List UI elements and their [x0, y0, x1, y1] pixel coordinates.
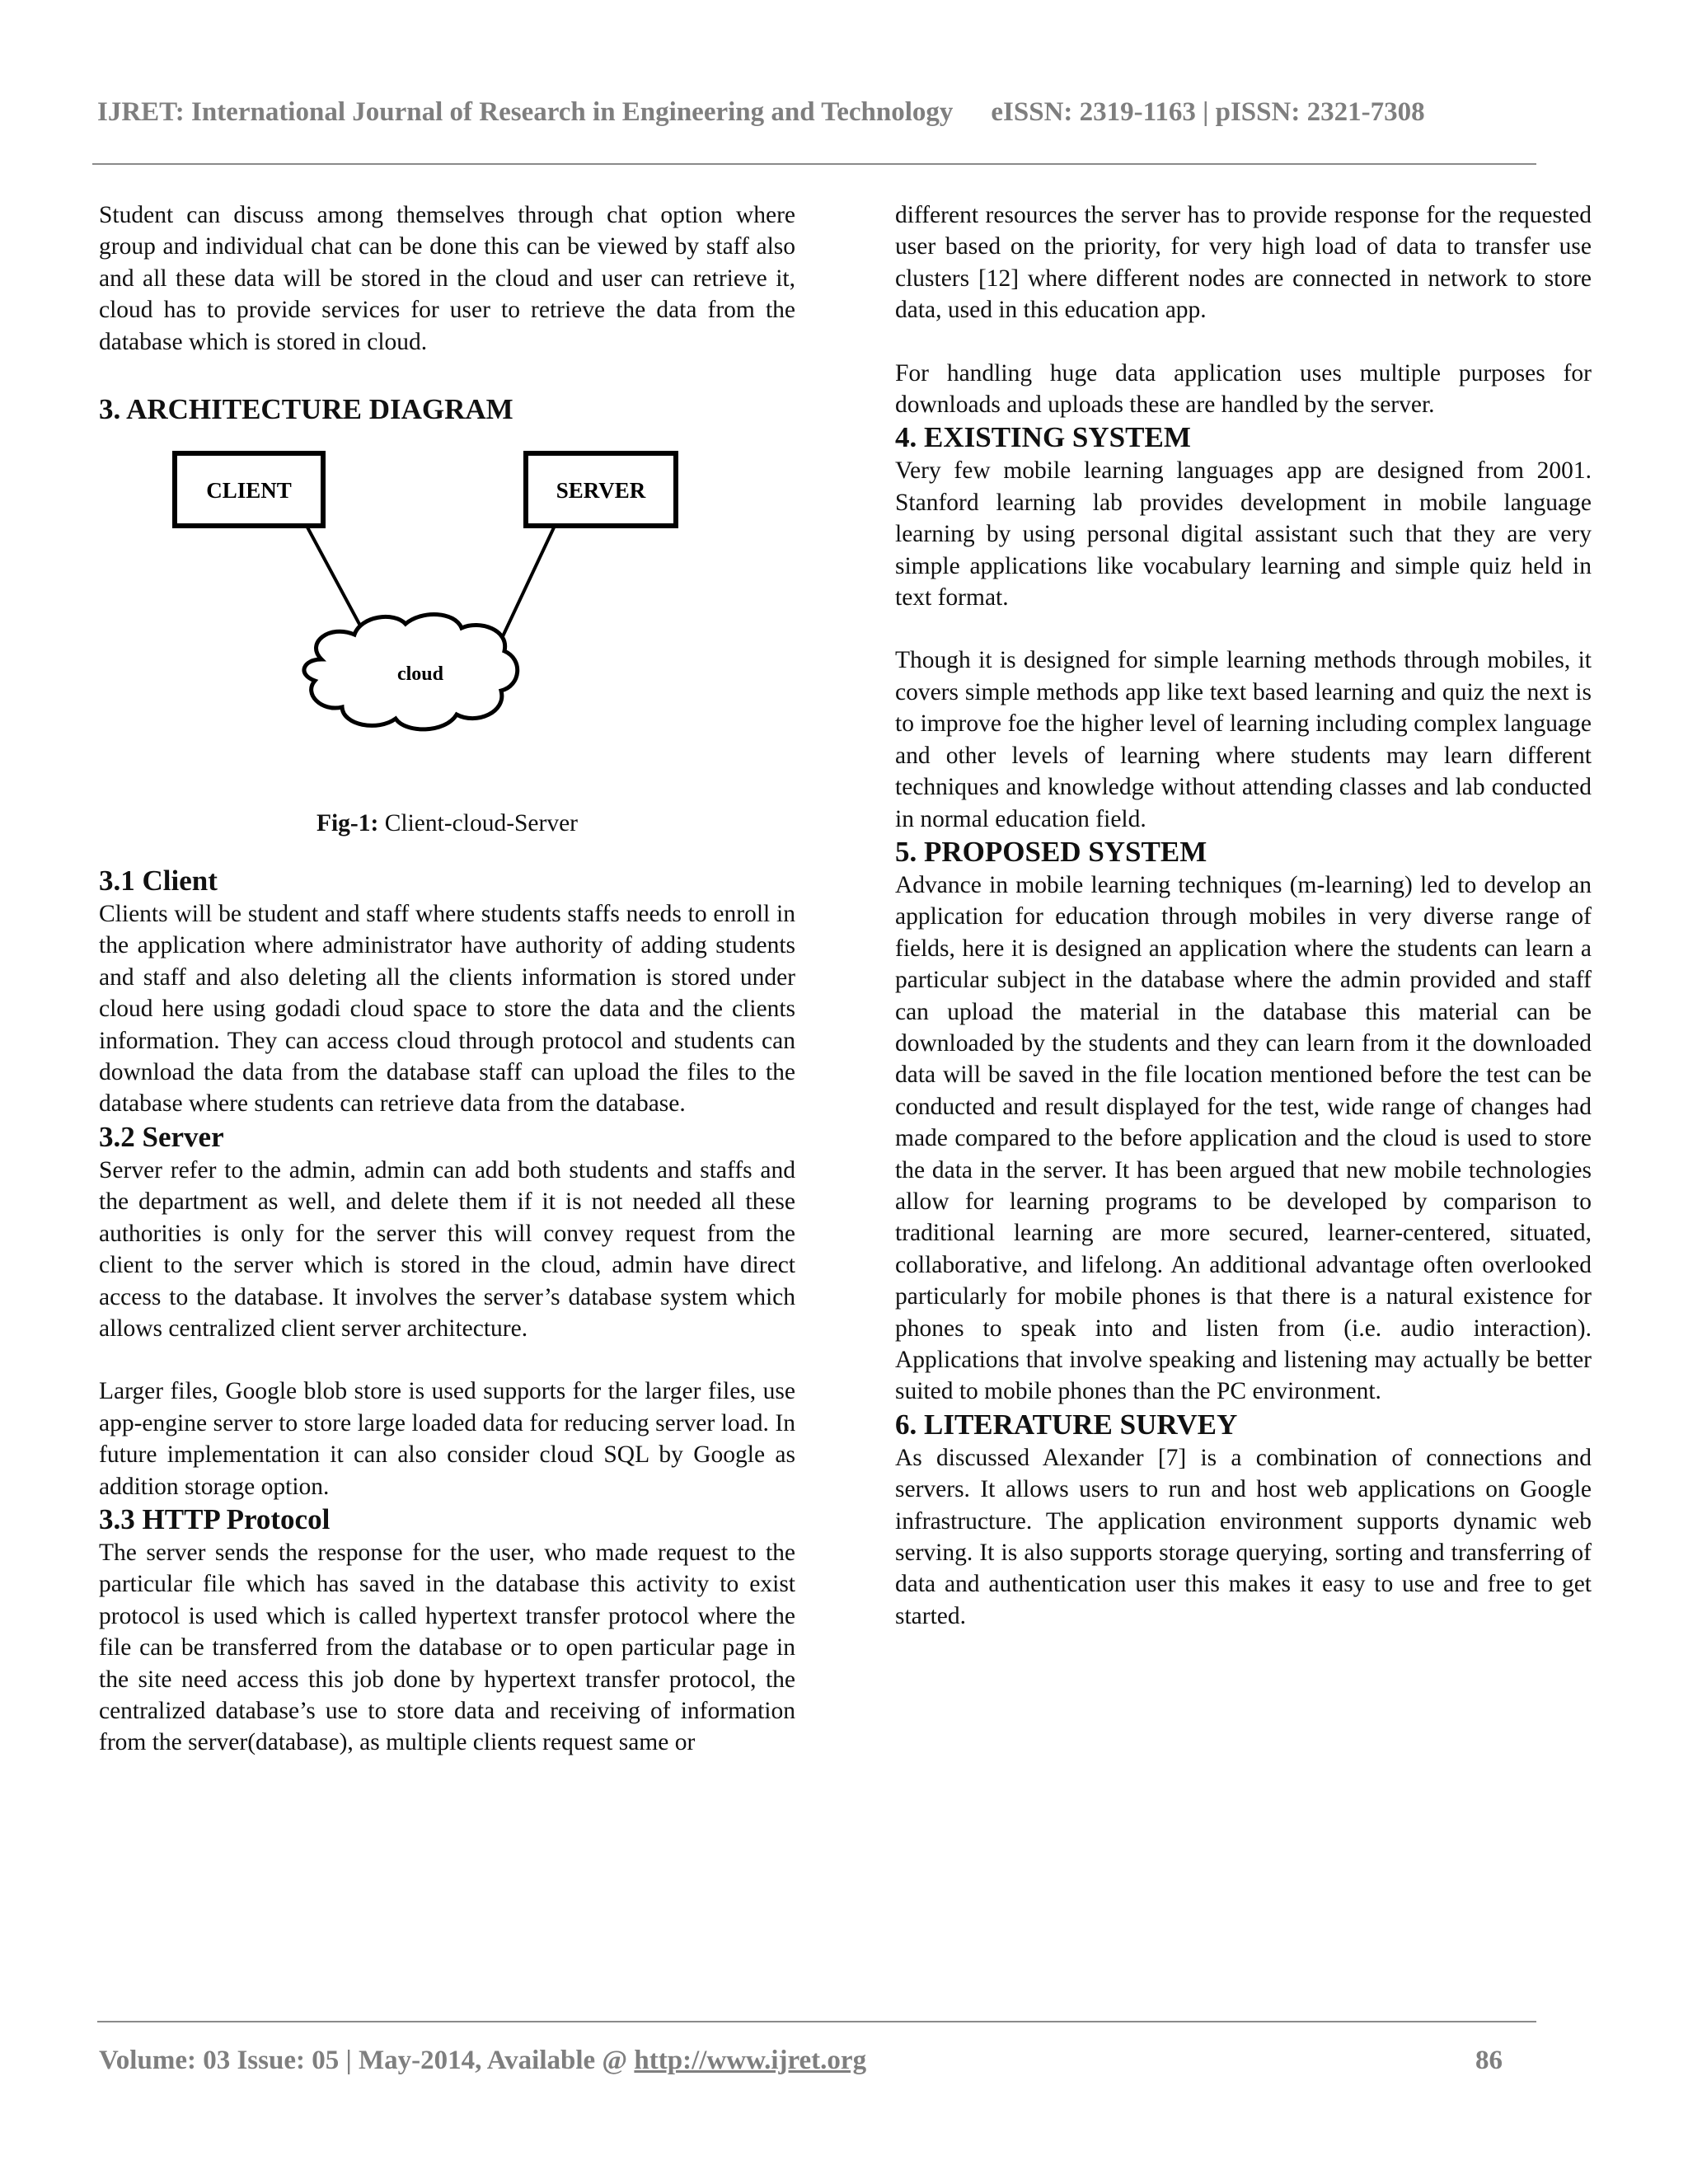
- section-5-heading: 5. PROPOSED SYSTEM: [895, 835, 1207, 868]
- section-4-heading: 4. EXISTING SYSTEM: [895, 421, 1191, 454]
- server-cloud-link: [503, 526, 555, 636]
- section-3-2-heading: 3.2 Server: [99, 1120, 224, 1153]
- intro-paragraph: Student can discuss among themselves through chat option where group and individual chat can be done this can be viewed by staff also and all these data will be stored in the cloud and user can retrieve it, cloud has to provide services for user to retrieve the data from the database which is stored in cloud.: [99, 202, 795, 355]
- section-3-2-paragraph-2: Larger files, Google blob store is used supports for the larger files, use app-engine server to store large loaded data for reducing server load. In future implementation it can also consider cloud SQL by Google as addition storage option.: [99, 1378, 795, 1500]
- continued-paragraph-1: different resources the server has to provide response for the requested user based on the priority, for very high load of data to transfer use clusters [12] where different nodes are connected in network to store data, used in this education app.: [895, 202, 1592, 324]
- footer-volume-info: Volume: 03 Issue: 05 | May-2014, Available @: [99, 2046, 635, 2075]
- running-footer: [99, 2046, 1517, 2076]
- header-rule: [92, 163, 1536, 165]
- client-label: CLIENT: [206, 478, 292, 504]
- footer-rule: [97, 2021, 1536, 2022]
- section-3-1-heading: 3.1 Client: [99, 865, 218, 898]
- client-cloud-link: [307, 526, 367, 638]
- caption-label: Fig-1:: [316, 810, 379, 837]
- section-3-heading: 3. ARCHITECTURE DIAGRAM: [99, 393, 513, 426]
- section-3-2-paragraph-1: Server refer to the admin, admin can add both students and staffs and the department as well, and delete them if it is not needed all these authorities is only for the server this will convey request from the client to the server which is stored in the cloud, admin have direct access to the database. It involves the server’s database system which allows centralized client server architecture.: [99, 1156, 795, 1342]
- figure-caption: [99, 808, 795, 839]
- architecture-figure: [99, 447, 795, 801]
- server-label: SERVER: [556, 478, 646, 504]
- section-4-paragraph-1: Very few mobile learning languages app are designed from 2001. Stanford learning lab provides development in mobile language learning by using personal digital assistant such that they are very simple applications like vocabulary learning and simple quiz held in text format.: [895, 457, 1592, 612]
- section-6-heading: 6. LITERATURE SURVEY: [895, 1408, 1238, 1441]
- journal-name: IJRET: International Journal of Research in Engineering and Technology: [97, 97, 954, 127]
- left-column: [99, 199, 795, 1759]
- section-3-1-paragraph: Clients will be student and staff where students staffs needs to enroll in the application where administrator have authority of adding students and staff and also deleting all the clients information is stored under cloud here using godadi cloud space to store the data and the clients information. They can access cloud through protocol and students can download the data from the database staff can upload the files to the database where students can retrieve data from the database.: [99, 901, 795, 1118]
- section-5-paragraph: Advance in mobile learning techniques (m-learning) led to develop an application for education through mobiles in very diverse range of fields, here it is designed an application where the students can learn a particular subject in the database where the admin provided and staff can upload the material in the database this material can be downloaded by the students and they can learn from it the downloaded data will be saved in the file location mentioned before the test can be conducted and result displayed for the test, wide range of changes had made compared to the before application and the cloud is used to store the data in the server. It has been argued that new mobile technologies allow for learning programs to be developed by comparison to traditional learning are more secured, learner-centered, situated, collaborative, and lifelong. An additional advantage often overlooked particularly for mobile phones is that there is a natural existence for phones to speak into and listen from (i.e. audio interaction). Applications that involve speaking and listening may actually be better suited to mobile phones than the PC environment.: [895, 871, 1592, 1405]
- section-4-paragraph-2: Though it is designed for simple learning methods through mobiles, it covers simple methods app like text based learning and quiz the next is to improve foe the higher level of learning including complex language and other levels of learning where students may learn different techniques and knowledge without attending classes and lab conducted in normal education field.: [895, 647, 1592, 832]
- page-number: 86: [1475, 2046, 1503, 2075]
- issn-numbers: eISSN: 2319-1163 | pISSN: 2321-7308: [991, 97, 1425, 127]
- cloud-label: cloud: [396, 663, 444, 686]
- journal-website-link[interactable]: http://www.ijret.org: [634, 2046, 867, 2075]
- architecture-diagram: [99, 447, 795, 801]
- section-3-3-heading: 3.3 HTTP Protocol: [99, 1502, 331, 1535]
- continued-paragraph-2: For handling huge data application uses multiple purposes for downloads and uploads these are handled by the server.: [895, 359, 1592, 419]
- caption-text: Client-cloud-Server: [378, 810, 579, 837]
- section-6-paragraph: As discussed Alexander [7] is a combination of connections and servers. It allows users to run and host web applications on Google infrastructure. The application environment supports dynamic web serving. It is also supports storage querying, sorting and transferring of data and authentication user this makes it easy to use and free to get started.: [895, 1444, 1592, 1629]
- right-column: [895, 199, 1592, 1632]
- running-header: [97, 97, 1531, 128]
- section-3-3-paragraph: The server sends the response for the user, who made request to the particular file which has saved in the database this activity to exist protocol is used which is called hypertext transfer protocol where the file can be transferred from the database or to open particular page in the site need access this job done by hypertext transfer protocol, the centralized database’s use to store data and receiving of information from the server(database), as multiple clients request same or: [99, 1539, 795, 1756]
